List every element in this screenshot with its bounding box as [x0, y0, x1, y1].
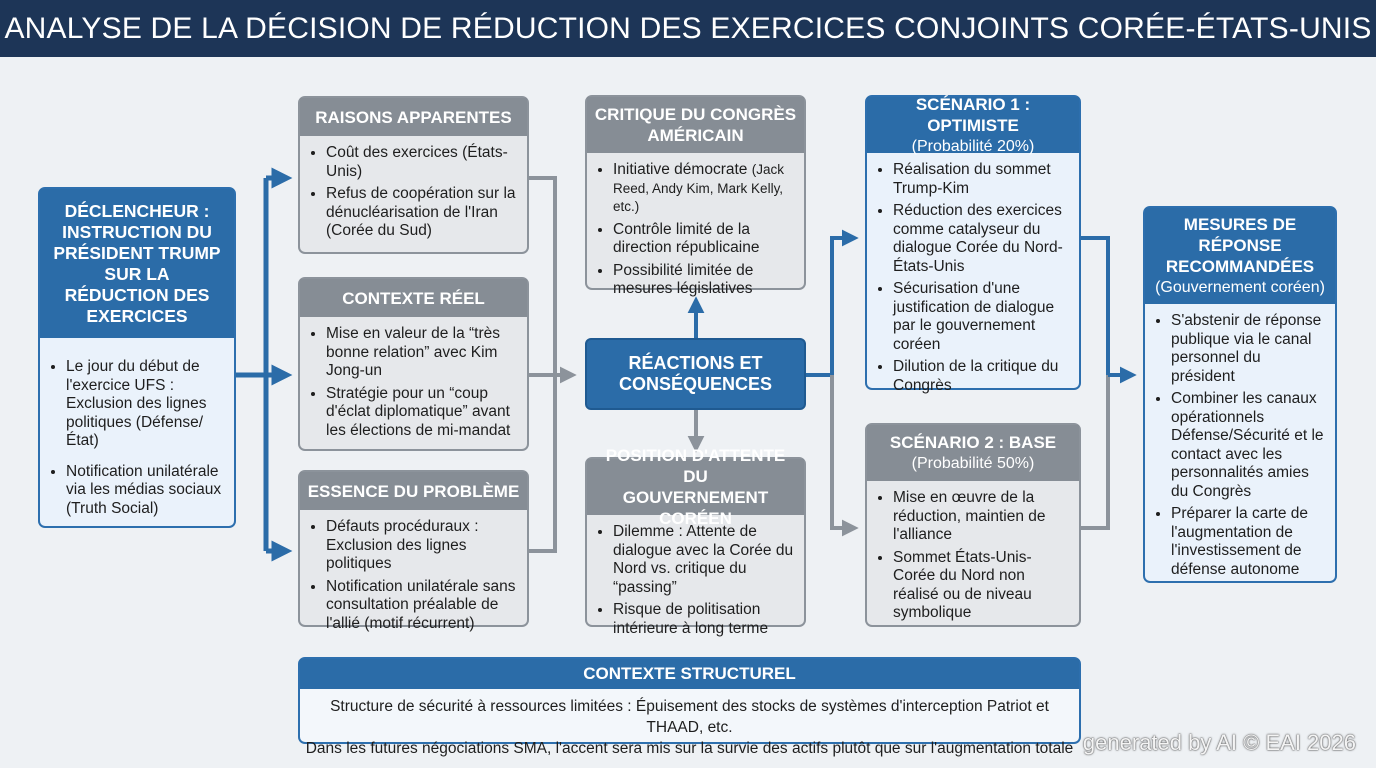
list-item: • Dilemme : Attente de dialogue avec la Corée du Nord vs. critique du “passing”	[613, 523, 796, 597]
trigger-list	[40, 338, 234, 518]
list-item: • Notification unilatérale via les médias sociaux (Truth Social)	[66, 463, 226, 519]
list-item: • Mise en œuvre de la réduction, maintien de l'alliance	[893, 489, 1071, 545]
trigger-connector	[236, 178, 284, 551]
list-item: • Dilution de la critique du Congrès	[893, 358, 1071, 395]
list-item: • Sommet États-Unis-Corée du Nord non réalisé ou de niveau symbolique	[893, 549, 1071, 623]
center-reactions-node: RÉACTIONS ET CONSÉQUENCES	[585, 338, 806, 410]
page-title: ANALYSE DE LA DÉCISION DE RÉDUCTION DES EXERCICES CONJOINTS CORÉE-ÉTATS-UNIS	[0, 0, 1376, 57]
list-item: • Réalisation du sommet Trump-Kim	[893, 161, 1071, 198]
scenario-2-header: SCÉNARIO 2 : BASE (Probabilité 50%)	[867, 425, 1079, 481]
analysis-connector	[529, 178, 570, 551]
recommended-measures-header: MESURES DE RÉPONSE RECOMMANDÉES (Gouvernement coréen)	[1145, 208, 1335, 304]
list-item: • Risque de politisation intérieure à long terme	[613, 601, 796, 638]
scenario-connector	[806, 238, 852, 528]
korea-position-box	[585, 446, 806, 637]
congress-criticism-box	[585, 95, 806, 297]
congress-criticism-list	[587, 153, 804, 299]
apparent-reasons-header: RAISONS APPARENTES	[300, 98, 527, 136]
korea-position-list	[587, 515, 804, 638]
list-item: • Combiner les canaux opérationnels Défense/Sécurité et le contact avec les personnalités amies du Congrès	[1171, 390, 1327, 501]
list-item: • Stratégie pour un “coup d'éclat diplomatique” avant les élections de mi-mandat	[326, 385, 519, 441]
apparent-reasons-box	[298, 96, 529, 254]
watermark: generated by AI © EAI 2026	[1082, 730, 1356, 755]
scenario-1-header: SCÉNARIO 1 : OPTIMISTE (Probabilité 20%)	[867, 97, 1079, 153]
real-context-box	[298, 277, 529, 451]
list-item: • Mise en valeur de la “très bonne relation” avec Kim Jong-un	[326, 325, 519, 381]
list-item: • Sécurisation d'une justification de dialogue par le gouvernement coréen	[893, 280, 1071, 354]
list-item: • Notification unilatérale sans consultation préalable de l'allié (motif récurrent)	[326, 578, 519, 634]
list-item: • Initiative démocrate (Jack Reed, Andy Kim, Mark Kelly, etc.)	[613, 161, 796, 217]
scenario-2-box	[865, 423, 1081, 627]
list-item: • S'abstenir de réponse publique via le canal personnel du président	[1171, 312, 1327, 386]
list-item: • Le jour du début de l'exercice UFS : Exclusion des lignes politiques (Défense/État)	[66, 358, 226, 451]
essence-list	[300, 510, 527, 633]
structural-context-header: CONTEXTE STRUCTUREL	[300, 659, 1079, 689]
apparent-reasons-list	[300, 136, 527, 241]
trigger-box	[38, 187, 236, 528]
list-item: • Contrôle limité de la direction républicaine	[613, 221, 796, 258]
essence-header: ESSENCE DU PROBLÈME	[300, 472, 527, 510]
real-context-header: CONTEXTE RÉEL	[300, 279, 527, 317]
list-item: • Coût des exercices (États-Unis)	[326, 144, 519, 181]
essence-box	[298, 470, 529, 632]
scenario-1-list	[867, 153, 1079, 395]
structural-context-text: Structure de sécurité à ressources limitées : Épuisement des stocks de systèmes d'interception Patriot et THAAD, etc. Dans les futures négociations SMA, l'accent sera mis sur la survie des actifs plutôt que sur l'augmentation totale	[305, 698, 1074, 757]
recommended-measures-box	[1143, 206, 1337, 583]
congress-criticism-header: CRITIQUE DU CONGRÈS AMÉRICAIN	[587, 97, 804, 153]
list-item: • Réduction des exercices comme catalyseur du dialogue Corée du Nord-États-Unis	[893, 202, 1071, 276]
list-item: • Préparer la carte de l'augmentation de l'investissement de défense autonome	[1171, 505, 1327, 579]
scenario-1-box	[865, 94, 1081, 394]
structural-context-box	[298, 657, 1081, 757]
measures-connector	[1080, 238, 1130, 528]
list-item: • Possibilité limitée de mesures législatives	[613, 262, 796, 299]
scenario-2-list	[867, 481, 1079, 623]
list-item: • Défauts procéduraux : Exclusion des lignes politiques	[326, 518, 519, 574]
list-item: • Refus de coopération sur la dénucléarisation de l'Iran (Corée du Sud)	[326, 185, 519, 241]
korea-position-header: POSITION D'ATTENTE DU GOUVERNEMENT CORÉEN	[587, 459, 804, 515]
recommended-measures-list	[1145, 304, 1335, 579]
trigger-header: DÉCLENCHEUR : INSTRUCTION DU PRÉSIDENT TRUMP SUR LA RÉDUCTION DES EXERCICES	[40, 189, 234, 338]
real-context-list	[300, 317, 527, 440]
